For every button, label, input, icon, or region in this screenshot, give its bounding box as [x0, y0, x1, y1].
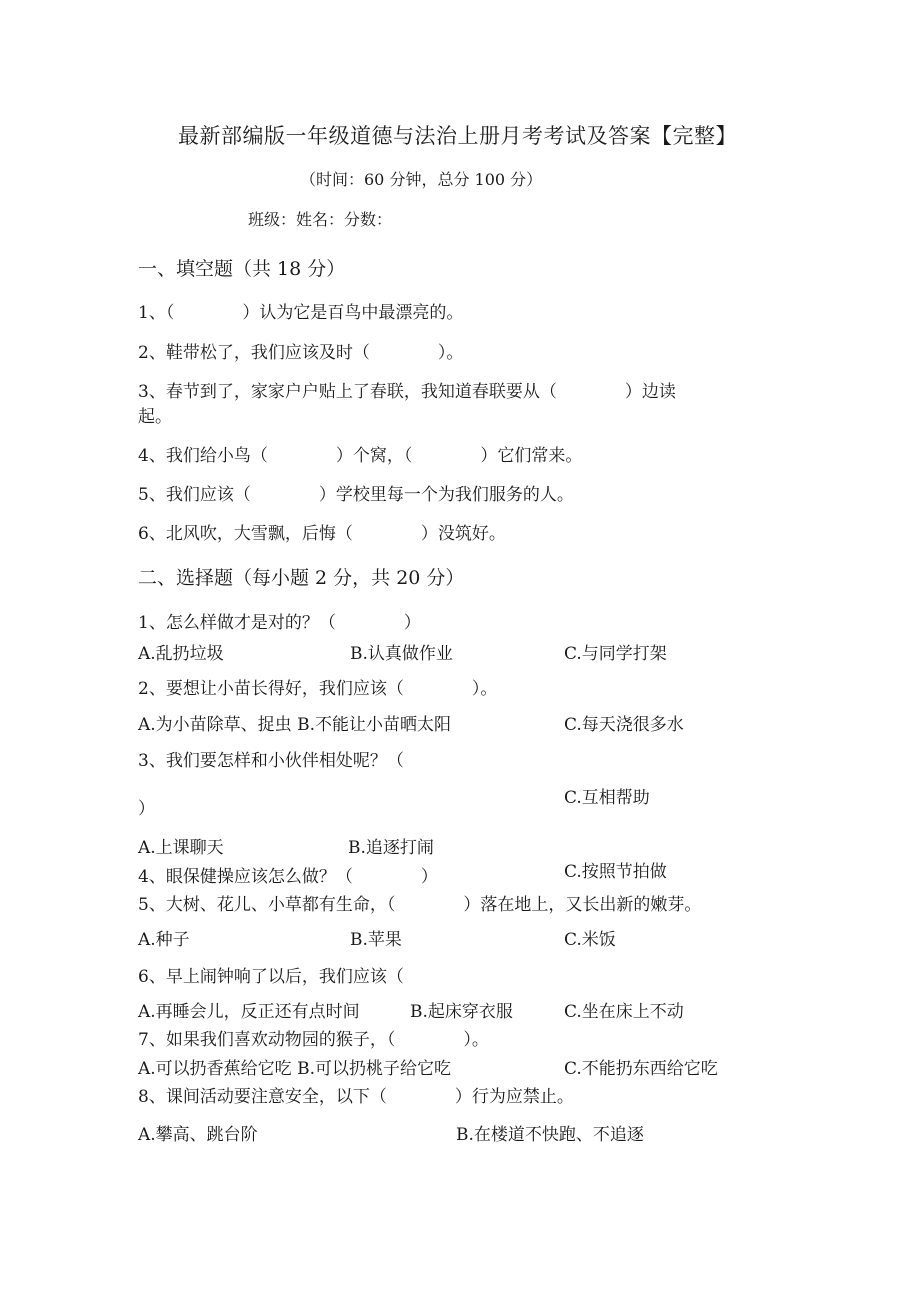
question-3-close: ）	[138, 799, 155, 819]
question-1: 1、怎么样做才是对的？（ ）	[138, 613, 421, 633]
option-a: A.上课聊天	[138, 838, 224, 858]
question-8: 8、课间活动要注意安全，以下（ ）行为应禁止。	[138, 1087, 574, 1107]
question-6: 6、北风吹，大雪飘，后悔（ ）没筑好。	[138, 524, 506, 544]
option-c: C.不能扔东西给它吃	[564, 1059, 718, 1079]
question-2: 2、鞋带松了，我们应该及时（ ）。	[138, 343, 464, 363]
option-c: C.每天浇很多水	[564, 715, 684, 735]
question-3: 3、春节到了，家家户户贴上了春联，我知道春联要从（ ）边读	[138, 382, 676, 402]
option-a: A.再睡会儿，反正还有点时间	[138, 1002, 360, 1022]
exam-title: 最新部编版一年级道德与法治上册月考考试及答案【完整】	[178, 124, 737, 148]
question-4-text: 4、眼保健操应该怎么做？（ ）	[138, 867, 438, 887]
option-c: C.坐在床上不动	[564, 1002, 684, 1022]
option-c: C.与同学打架	[564, 644, 667, 664]
question-2: 2、要想让小苗长得好，我们应该（ ）。	[138, 679, 498, 699]
option-b: B.起床穿衣服	[410, 1002, 513, 1022]
question-4-clipped	[138, 867, 438, 888]
option-a: A.种子	[138, 930, 190, 950]
option-a: A.乱扔垃圾	[138, 644, 224, 664]
option-c: C.互相帮助	[564, 788, 650, 808]
student-info-line: 班级：姓名：分数：	[248, 210, 393, 229]
question-1: 1、（ ）认为它是百鸟中最漂亮的。	[138, 303, 464, 323]
question-5: 5、大树、花儿、小草都有生命，（ ）落在地上，又长出新的嫩芽。	[138, 895, 702, 915]
question-3: 3、我们要怎样和小伙伴相处呢？（	[138, 751, 404, 771]
exam-subtitle: （时间：60 分钟，总分 100 分）	[300, 170, 543, 189]
question-6: 6、早上闹钟响了以后，我们应该（	[138, 967, 404, 987]
section-heading: 二、选择题（每小题 2 分，共 20 分）	[138, 567, 465, 589]
option-b: B.追逐打闹	[348, 838, 434, 858]
option-c: C.米饭	[564, 930, 616, 950]
option-b: B.认真做作业	[350, 644, 453, 664]
option-b: B.在楼道不快跑、不追逐	[456, 1125, 644, 1145]
question-4: 4、我们给小鸟（ ）个窝，（ ）它们常来。	[138, 446, 583, 466]
section-heading: 一、填空题（共 18 分）	[138, 258, 346, 280]
question-5: 5、我们应该（ ）学校里每一个为我们服务的人。	[138, 485, 574, 505]
option-c-q4: C.按照节拍做	[564, 862, 667, 882]
question-7: 7、如果我们喜欢动物园的猴子，（ ）。	[138, 1030, 489, 1050]
option-b: B.苹果	[350, 930, 402, 950]
question-3-continued: 起。	[138, 407, 172, 427]
option-a-b: A.为小苗除草、捉虫 B.不能让小苗晒太阳	[138, 715, 451, 735]
option-a-b: A.可以扔香蕉给它吃 B.可以扔桃子给它吃	[138, 1059, 451, 1079]
option-a: A.攀高、跳台阶	[138, 1125, 258, 1145]
